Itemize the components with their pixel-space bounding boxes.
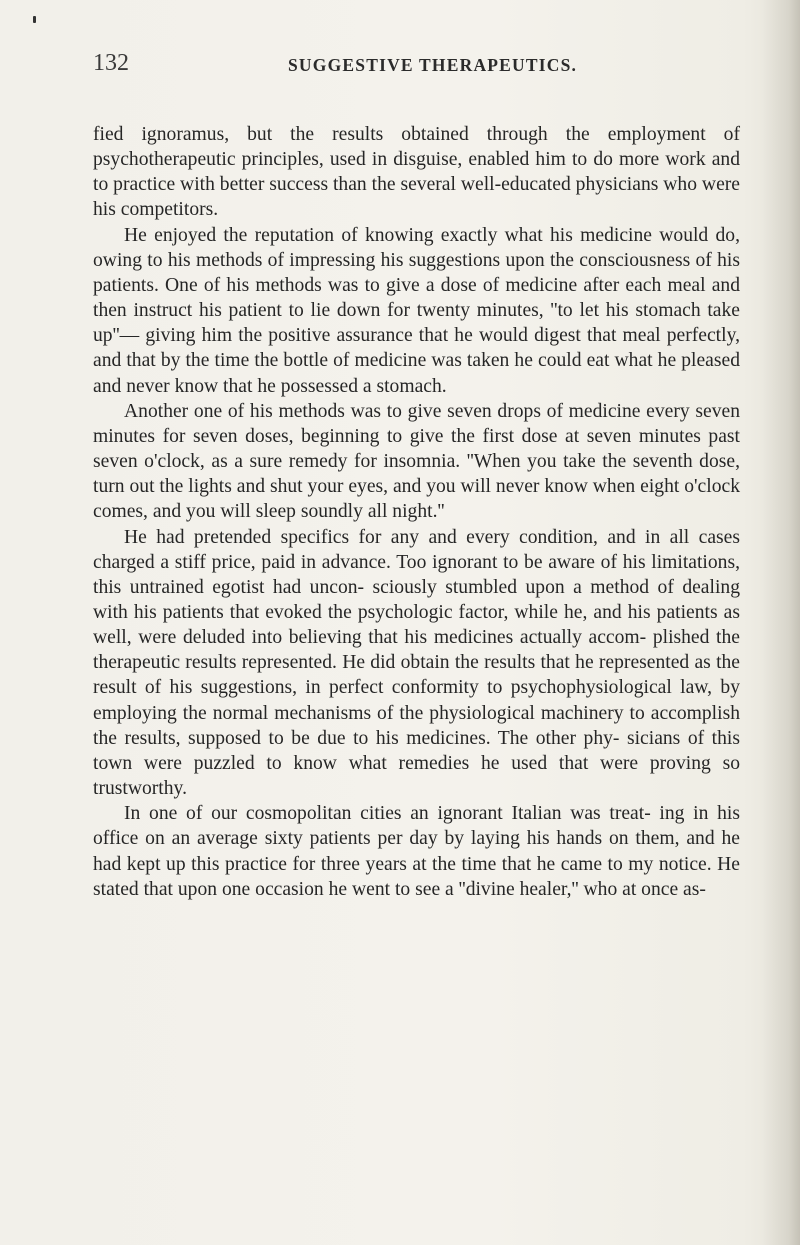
body-text — [93, 122, 740, 902]
paragraph: He had pretended specifics for any and every condition, and in all cases charged a stiff price, paid in advance. Too ignorant to be aware of his limitations, this untrained egotist had uncon- sciously stumbled upon a method of dealing with his patients that evoked the psychologic factor, while he, and his patients as well, were deluded into believing that his medicines actually accom- plished the therapeutic results represented. He did obtain the results that he represented as the result of his suggestions, in perfect conformity to psychophysiological law, by employing the normal mechanisms of the physiological machinery to accomplish the results, supposed to be due to his medicines. The other phy- sicians of this town were puzzled to know what remedies he used that were proving so trustworthy. — [93, 526, 740, 800]
running-head: SUGGESTIVE THERAPEUTICS. — [288, 55, 578, 75]
paragraph: In one of our cosmopolitan cities an ignorant Italian was treat- ing in his office on an average sixty patients per day by laying his hands on them, and he had kept up this practice for three years at the time that he came to my notice. He stated that upon one occasion he went to see a ''divine healer,'' who at once as- — [93, 803, 740, 900]
paragraph-continued: fied ignoramus, but the results obtained through the employment of psychotherapeutic principles, used in disguise, enabled him to do more work and to practice with better success than the several well-educated physicians who were his competitors. — [93, 124, 740, 221]
print-mark — [33, 16, 36, 23]
paragraph: He enjoyed the reputation of knowing exactly what his medicine would do, owing to his methods of impressing his suggestions upon the consciousness of his patients. One of his methods was to give a dose of medicine after each meal and then instruct his patient to lie down for twenty minutes, ''to let his stomach take up''— giving him the positive assurance that he would digest that meal perfectly, and that by the time the bottle of medicine was taken he could eat what he pleased and never know that he possessed a stomach. — [93, 224, 740, 397]
page-edge-shadow — [762, 0, 800, 1245]
paragraph: Another one of his methods was to give seven drops of medicine every seven minutes for seven doses, beginning to give the first dose at seven minutes past seven o'clock, as a sure remedy for insomnia. ''When you take the seventh dose, turn out the lights and shut your eyes, and you will never know when eight o'clock comes, and you will sleep soundly all night.'' — [93, 400, 740, 523]
page-number: 132 — [93, 50, 129, 76]
page-header — [0, 44, 800, 84]
